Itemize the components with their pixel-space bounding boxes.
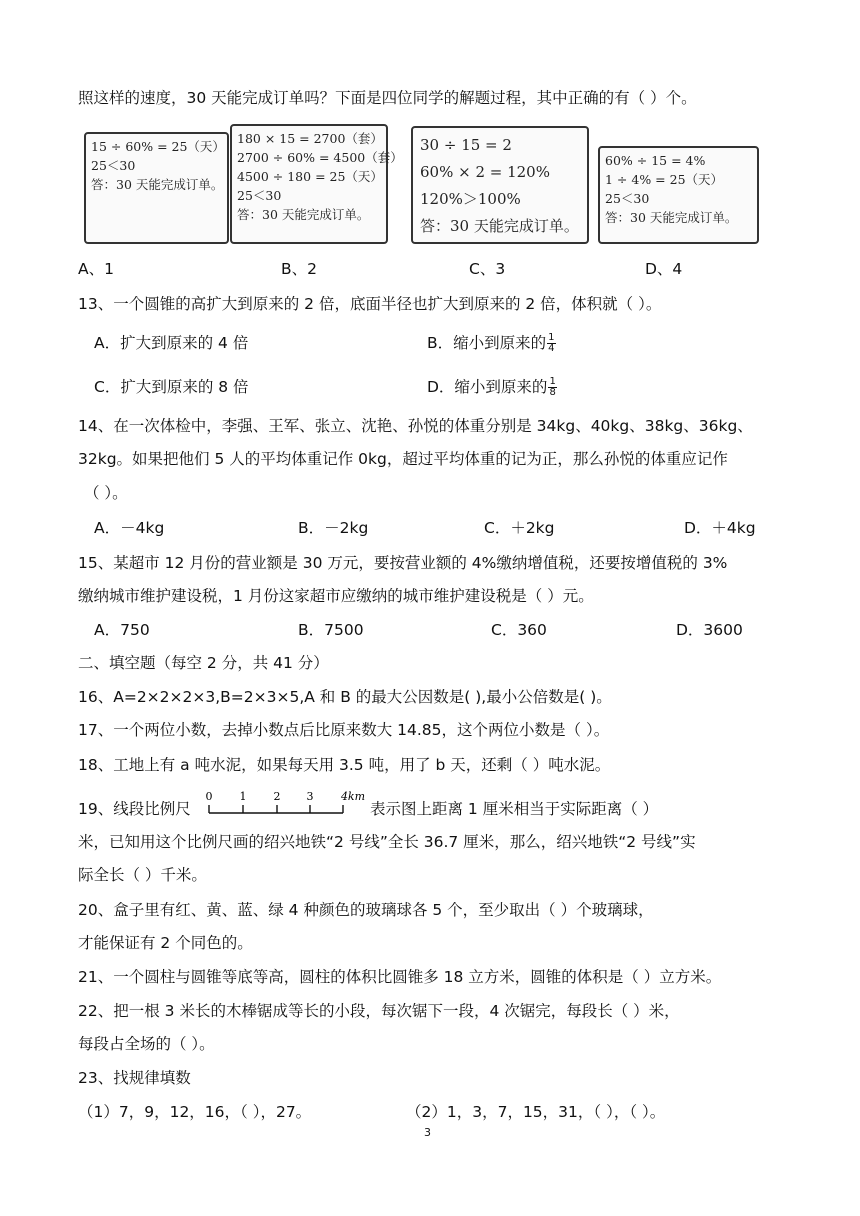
solution-line: 答：30 天能完成订单。: [237, 207, 370, 222]
solution-line: 15 ÷ 60% = 25（天）: [91, 139, 225, 154]
section-2-heading: 二、填空题（每空 2 分，共 41 分）: [78, 654, 329, 672]
q13-option-a[interactable]: A．扩大到原来的 4 倍: [94, 334, 249, 352]
solution-line: 25＜30: [605, 191, 650, 206]
solution-line: 2700 ÷ 60% = 4500（套）: [237, 150, 403, 165]
page-number: 3: [424, 1126, 431, 1139]
fraction: $\frac{1}{4}$: [548, 332, 555, 354]
solution-line: 1 ÷ 4% = 25（天）: [605, 172, 724, 187]
q15-option-a[interactable]: A．750: [94, 621, 150, 639]
q20-line-2: 才能保证有 2 个同色的。: [78, 934, 253, 952]
solution-line: 4500 ÷ 180 = 25（天）: [237, 169, 383, 184]
solution-line: 答：30 天能完成订单。: [91, 177, 224, 192]
scale-label: 0: [205, 790, 213, 803]
solution-box-4: [598, 146, 759, 244]
q18: 18、工地上有 a 吨水泥，如果每天用 3.5 吨，用了 b 天，还剩（ ）吨水泥。: [78, 756, 611, 774]
q12-option-a[interactable]: A、1: [78, 260, 114, 278]
scale-label: 3: [306, 790, 314, 803]
q12-option-c[interactable]: C、3: [469, 260, 506, 278]
solution-line: 60% ÷ 15 = 4%: [605, 153, 706, 168]
q14-option-d[interactable]: D．＋4kg: [684, 519, 756, 537]
q22-line-1: 22、把一根 3 米长的木棒锯成等长的小段，每次锯下一段，4 次锯完，每段长（ ）米，: [78, 1002, 680, 1020]
q19-post: 表示图上距离 1 厘米相当于实际距离（ ）: [370, 800, 659, 818]
scale-label: 4km: [340, 790, 366, 803]
solution-line: 30 ÷ 15 = 2: [420, 136, 512, 154]
q14-option-b[interactable]: B．－2kg: [298, 519, 369, 537]
solution-box-2: [230, 124, 403, 244]
q14-line-2: 32kg。如果把他们 5 人的平均体重记作 0kg，超过平均体重的记为正，那么孙悦的体重应记作: [78, 450, 728, 468]
q22-line-2: 每段占全场的（ ）。: [78, 1035, 215, 1053]
q12-option-b[interactable]: B、2: [281, 260, 317, 278]
q13-option-b-text: B．缩小到原来的: [427, 334, 547, 352]
scale-label: 1: [239, 790, 247, 803]
q14-line-3: （ ）。: [84, 484, 128, 502]
q19-line-2: 米，已知用这个比例尺画的绍兴地铁“2 号线”全长 36.7 厘米，那么，绍兴地铁“2 号线”实: [78, 833, 696, 851]
q15-line-1: 15、某超市 12 月份的营业额是 30 万元，要按营业额的 4%缴纳增值税，还要按增值税的 3%: [78, 554, 728, 572]
q19-line-3: 际全长（ ）千米。: [78, 866, 207, 884]
solution-line: 25＜30: [91, 158, 136, 173]
q19-pre: 19、线段比例尺: [78, 800, 191, 818]
q13-option-d[interactable]: [427, 376, 557, 398]
q13-option-c[interactable]: C．扩大到原来的 8 倍: [94, 378, 249, 396]
q20-line-1: 20、盒子里有红、黄、蓝、绿 4 种颜色的玻璃球各 5 个，至少取出（ ）个玻璃球，: [78, 901, 654, 919]
q15-option-c[interactable]: C．360: [491, 621, 547, 639]
solution-box-3: [411, 126, 589, 244]
solution-line: 120%＞100%: [420, 190, 521, 208]
solution-line: 180 × 15 = 2700（套）: [237, 131, 383, 146]
solution-line: 答：30 天能完成订单。: [605, 210, 738, 225]
q13-stem: 13、一个圆锥的高扩大到原来的 2 倍，底面半径也扩大到原来的 2 倍，体积就（ ）。: [78, 295, 662, 313]
q21: 21、一个圆柱与圆锥等底等高，圆柱的体积比圆锥多 18 立方米，圆锥的体积是（ ）立方米。: [78, 968, 722, 986]
solution-box-1: [84, 132, 229, 244]
q23-part-1: （1）7，9，12，16，（ ），27。: [78, 1103, 312, 1121]
q13-option-d-text: D．缩小到原来的: [427, 378, 548, 396]
scale-label: 2: [273, 790, 281, 803]
solution-line: 25＜30: [237, 188, 282, 203]
line-segment-scale: [203, 789, 368, 819]
q14-option-a[interactable]: A．－4kg: [94, 519, 165, 537]
q13-option-b[interactable]: [427, 332, 556, 354]
solution-line: 60% × 2 = 120%: [420, 163, 550, 181]
q23-title: 23、找规律填数: [78, 1069, 191, 1087]
q16: 16、A=2×2×2×3,B=2×3×5,A 和 B 的最大公因数是( ),最小公倍数是( )。: [78, 688, 612, 706]
q14-option-c[interactable]: C．＋2kg: [484, 519, 555, 537]
q15-line-2: 缴纳城市维护建设税，1 月份这家超市应缴纳的城市维护建设税是（ ）元。: [78, 587, 594, 605]
fraction: $\frac{1}{8}$: [549, 376, 556, 398]
solution-line: 答：30 天能完成订单。: [420, 217, 579, 235]
q12-intro: 照这样的速度，30 天能完成订单吗？下面是四位同学的解题过程，其中正确的有（ ）个。: [78, 89, 697, 107]
q14-line-1: 14、在一次体检中，李强、王军、张立、沈艳、孙悦的体重分别是 34kg、40kg、38kg、36kg、: [78, 417, 753, 435]
q17: 17、一个两位小数，去掉小数点后比原来数大 14.85，这个两位小数是（ ）。: [78, 721, 610, 739]
q12-option-d[interactable]: D、4: [645, 260, 683, 278]
q15-option-d[interactable]: D．3600: [676, 621, 743, 639]
q23-part-2: （2）1，3，7，15，31，（ ），（ ）。: [406, 1103, 666, 1121]
q15-option-b[interactable]: B．7500: [298, 621, 364, 639]
